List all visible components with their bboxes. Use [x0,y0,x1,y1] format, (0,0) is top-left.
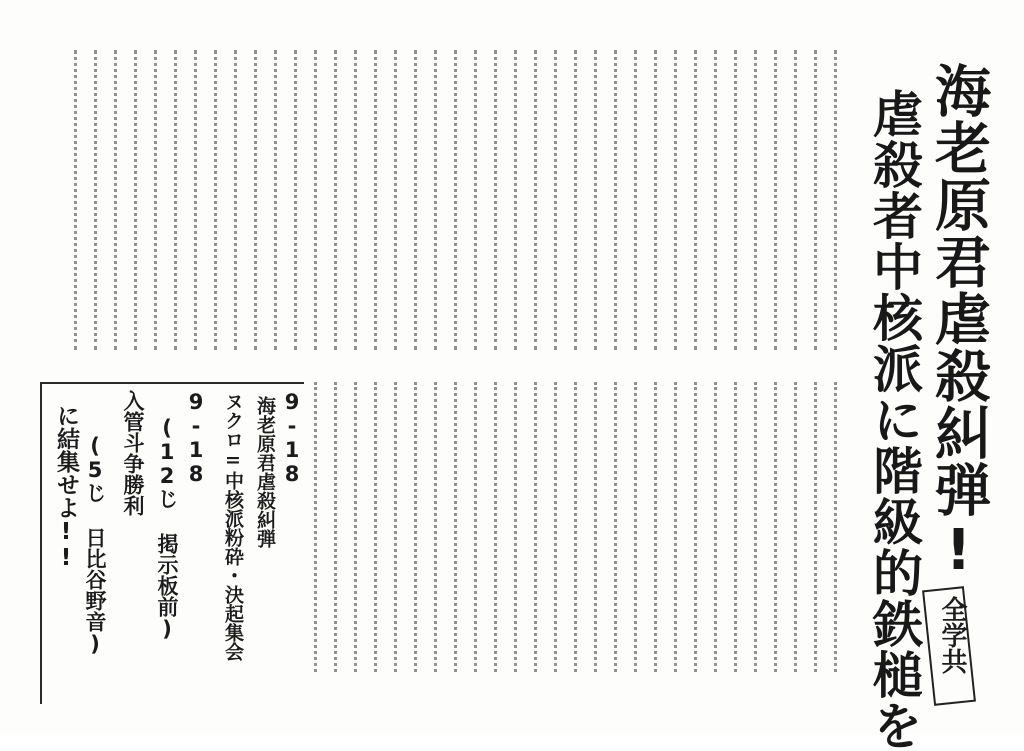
notice-place-2: (5じ 日比谷野音) [83,434,107,656]
notice-date-2: 9-18 [184,390,208,486]
text-column [494,382,498,672]
text-column [354,382,358,672]
text-column [334,382,338,672]
text-column [674,50,678,350]
headline-line-2: 虐殺者中核派に階級的鉄槌を [865,88,923,751]
text-column [794,50,798,350]
text-column [374,50,378,350]
text-column [714,50,718,350]
text-column [94,50,98,350]
text-column [434,50,438,350]
text-column [754,382,758,672]
text-column [254,50,258,350]
text-column [474,382,478,672]
text-column [154,50,158,350]
rally-notice-box [40,382,304,704]
notice-slogan-1: 海老原君虐殺糾弾 [254,396,276,548]
text-column [714,382,718,672]
notice-slogan-2: 入管斗争勝利 [121,390,145,516]
text-column [534,50,538,350]
text-column [134,50,138,350]
notice-date-1: 9-18 [280,390,304,486]
text-column [774,382,778,672]
text-column [314,50,318,350]
text-column [194,50,198,350]
text-column [414,382,418,672]
text-column [814,382,818,672]
text-column [674,382,678,672]
text-column [834,50,838,350]
text-column [574,382,578,672]
text-column [174,50,178,350]
text-column [814,50,818,350]
text-column [454,382,458,672]
text-column [834,382,838,672]
text-column [594,50,598,350]
text-column [274,50,278,350]
text-column [214,50,218,350]
text-column [694,50,698,350]
text-column [454,50,458,350]
text-column [554,50,558,350]
notice-rally-title: ヌクロ=中核派粉砕・決起集会 [222,392,244,661]
text-column [654,382,658,672]
text-column [514,50,518,350]
text-column [394,382,398,672]
text-column [634,50,638,350]
notice-place-1: (12じ 掲示板前) [155,416,179,641]
text-column [594,382,598,672]
text-column [734,50,738,350]
text-column [574,50,578,350]
author-stamp: 全学共 [937,596,967,674]
text-column [74,50,78,350]
text-column [774,50,778,350]
text-column [654,50,658,350]
text-column [394,50,398,350]
text-column [754,50,758,350]
text-column [114,50,118,350]
text-column [554,382,558,672]
text-column [414,50,418,350]
text-column [694,382,698,672]
notice-call-to-action: に結集せよ!! [53,404,79,571]
text-column [614,50,618,350]
text-column [234,50,238,350]
text-column [474,50,478,350]
text-column [534,382,538,672]
headline-line-1: 海老原君虐殺糾弾! [926,62,991,584]
text-column [354,50,358,350]
text-column [334,50,338,350]
text-column [614,382,618,672]
text-column [494,50,498,350]
text-column [314,382,318,672]
text-column [634,382,638,672]
text-column [434,382,438,672]
text-column [794,382,798,672]
text-column [514,382,518,672]
text-column [734,382,738,672]
text-column [294,50,298,350]
text-column [374,382,378,672]
